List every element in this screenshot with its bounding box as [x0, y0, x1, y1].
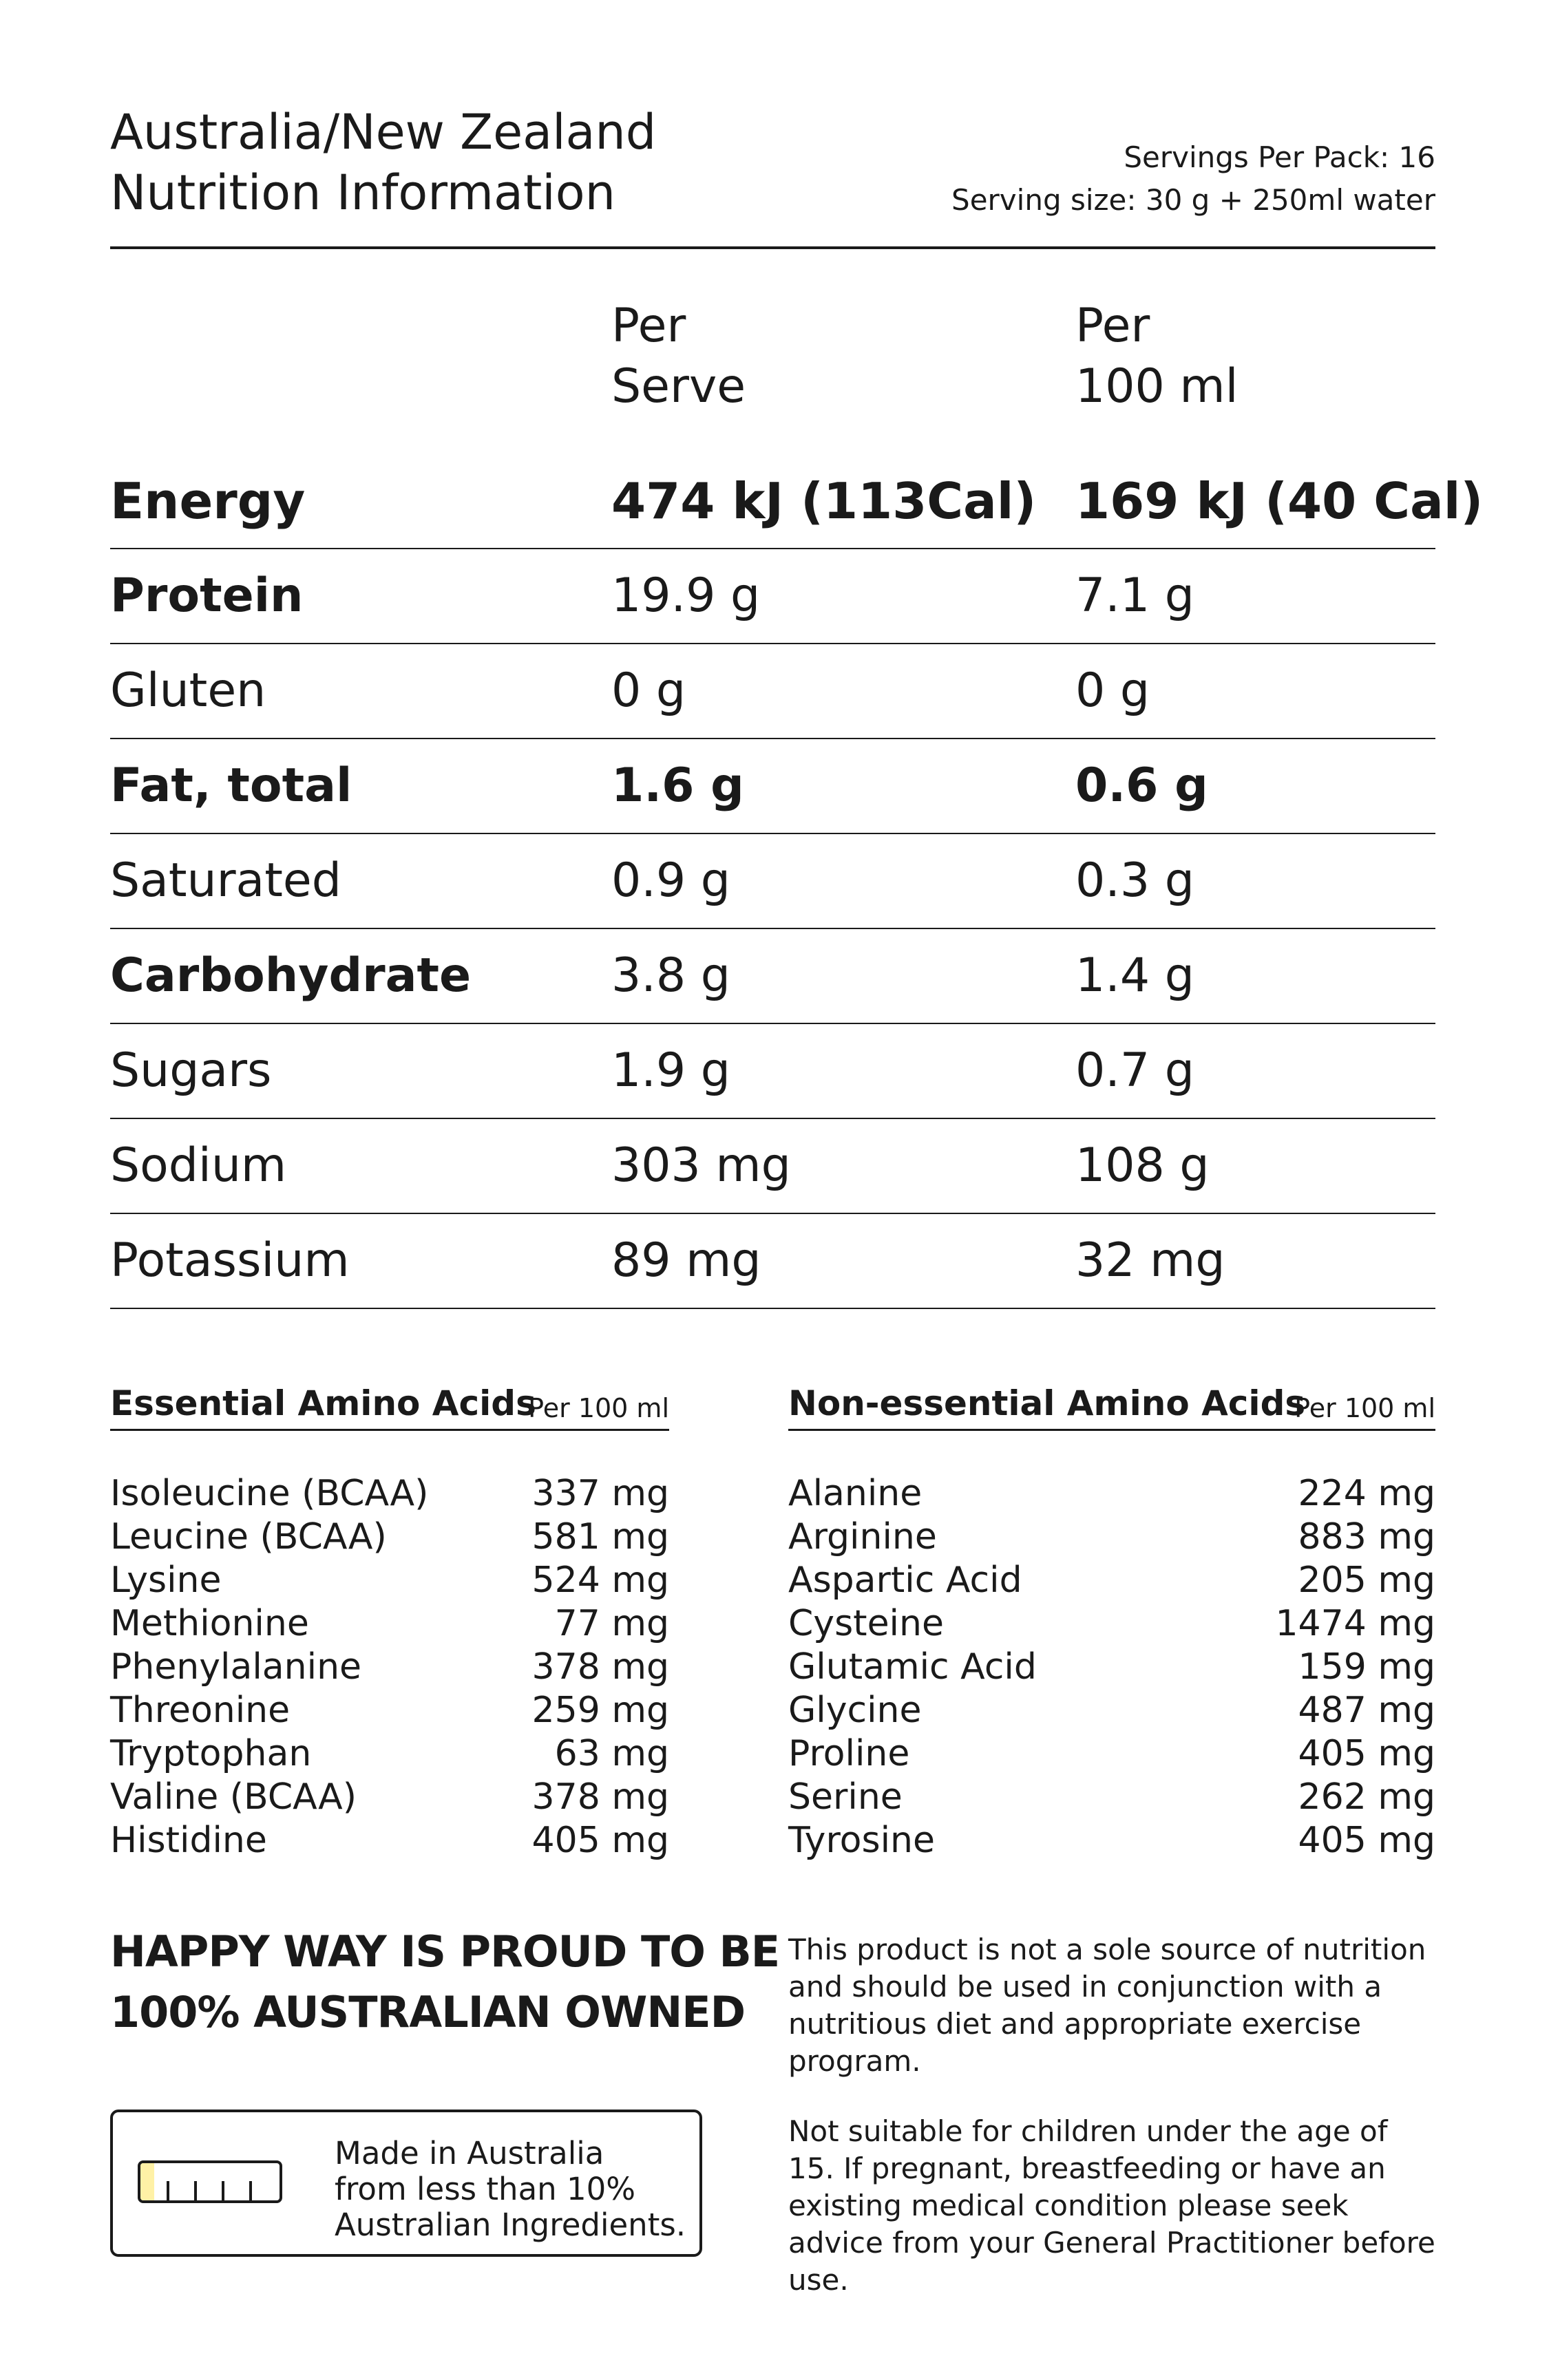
- per-100ml-heading-line-2: 100 ml: [1075, 359, 1239, 414]
- nutrient-per-serve: 0.9 g: [611, 853, 730, 908]
- made-in-line-2: from less than 10%: [335, 2171, 635, 2207]
- amino-name: Tryptophan: [110, 1733, 312, 1774]
- amino-value: 224 mg: [1298, 1473, 1435, 1514]
- amino-name: Cysteine: [788, 1603, 944, 1644]
- made-in-australia-box: [110, 2110, 702, 2257]
- servings-per-pack: Servings Per Pack: 16: [1124, 140, 1435, 174]
- amino-value: 524 mg: [531, 1560, 669, 1601]
- amino-name: Alanine: [788, 1473, 923, 1514]
- australian-ingredients-gauge: [138, 2160, 282, 2203]
- list-item: [788, 1819, 1435, 1862]
- nonessential-amino-list: [788, 1472, 1435, 1862]
- essential-amino-header: [110, 1385, 669, 1431]
- amino-value: 405 mg: [531, 1820, 669, 1861]
- gauge-tick: [194, 2181, 197, 2200]
- amino-name: Phenylalanine: [110, 1646, 362, 1688]
- list-item: [110, 1472, 669, 1516]
- amino-name: Leucine (BCAA): [110, 1516, 387, 1558]
- page-title: [110, 102, 656, 223]
- amino-value: 159 mg: [1298, 1646, 1435, 1688]
- nutrient-per-100ml: 0.7 g: [1075, 1043, 1194, 1098]
- nutrient-name: Protein: [110, 569, 304, 623]
- nutrient-per-100ml: 32 mg: [1075, 1233, 1225, 1288]
- list-item: [110, 1602, 669, 1646]
- essential-amino-heading: Essential Amino Acids: [110, 1383, 536, 1423]
- list-item: [788, 1559, 1435, 1602]
- amino-value: 487 mg: [1298, 1690, 1435, 1731]
- title-line-2: Nutrition Information: [110, 164, 615, 221]
- nutrient-per-100ml: 0.6 g: [1075, 758, 1208, 813]
- nutrient-per-serve: 19.9 g: [611, 569, 761, 623]
- header-divider: [110, 246, 1435, 249]
- amino-name: Isoleucine (BCAA): [110, 1473, 429, 1514]
- list-item: [110, 1732, 669, 1776]
- nutrition-row-sugars: [110, 1024, 1435, 1119]
- nutrition-row-saturated: [110, 834, 1435, 929]
- amino-value: 378 mg: [531, 1776, 669, 1818]
- nutrient-per-100ml: 7.1 g: [1075, 569, 1194, 623]
- suitability-note-line-2: If pregnant, breastfeeding or have an existing medical condition please seek advice from your General Practitioner before use.: [788, 2151, 1435, 2297]
- list-item: [110, 1819, 669, 1862]
- gauge-fill: [140, 2163, 154, 2200]
- nonessential-amino-header: [788, 1385, 1435, 1431]
- australian-owned-line-1: HAPPY WAY IS PROUD TO BE: [110, 1926, 780, 1977]
- amino-name: Tyrosine: [788, 1820, 935, 1861]
- amino-value: 262 mg: [1298, 1776, 1435, 1818]
- nutrient-per-100ml: 0.3 g: [1075, 853, 1194, 908]
- nutrient-per-serve: 1.6 g: [611, 758, 744, 813]
- made-in-australia-text: [335, 2136, 686, 2243]
- amino-value: 1474 mg: [1275, 1603, 1435, 1644]
- list-item: [788, 1776, 1435, 1819]
- amino-value: 259 mg: [531, 1690, 669, 1731]
- nutrient-name: Potassium: [110, 1233, 350, 1288]
- nutrition-row-protein: [110, 549, 1435, 644]
- essential-amino-list: [110, 1472, 669, 1862]
- amino-name: Arginine: [788, 1516, 937, 1558]
- gauge-tick: [222, 2181, 224, 2200]
- amino-name: Glutamic Acid: [788, 1646, 1037, 1688]
- made-in-line-3: Australian Ingredients.: [335, 2207, 686, 2243]
- nutrient-per-100ml: 169 kJ (40 Cal): [1075, 472, 1484, 530]
- nonessential-amino-unit: Per 100 ml: [1294, 1393, 1435, 1423]
- amino-value: 63 mg: [554, 1733, 669, 1774]
- amino-value: 581 mg: [531, 1516, 669, 1558]
- australian-owned-statement: [110, 1922, 779, 2043]
- nutrient-per-100ml: 0 g: [1075, 663, 1150, 718]
- gauge-tick: [249, 2181, 252, 2200]
- per-serve-heading-line-2: Serve: [611, 359, 746, 414]
- nutrient-name: Sugars: [110, 1043, 272, 1098]
- nutrient-name: Saturated: [110, 853, 341, 908]
- made-in-line-1: Made in Australia: [335, 2135, 604, 2171]
- list-item: [110, 1776, 669, 1819]
- amino-value: 405 mg: [1298, 1733, 1435, 1774]
- per-serve-heading-line-1: Per: [611, 299, 686, 353]
- nutrient-name: Sodium: [110, 1138, 287, 1193]
- list-item: [788, 1646, 1435, 1689]
- per-100ml-heading-line-1: Per: [1075, 299, 1150, 353]
- australian-owned-line-2: 100% AUSTRALIAN OWNED: [110, 1987, 746, 2037]
- nutrient-name: Carbohydrate: [110, 948, 472, 1003]
- per-serve-heading: [611, 296, 746, 417]
- nonessential-amino-acids: [788, 1385, 1435, 1862]
- nutrition-row-fat-total: [110, 739, 1435, 834]
- list-item: [788, 1732, 1435, 1776]
- amino-value: 337 mg: [531, 1473, 669, 1514]
- list-item: [110, 1559, 669, 1602]
- list-item: [788, 1472, 1435, 1516]
- amino-name: Glycine: [788, 1690, 922, 1731]
- suitability-note: [788, 2113, 1442, 2299]
- nutrient-per-100ml: 1.4 g: [1075, 948, 1194, 1003]
- gauge-tick: [167, 2181, 169, 2200]
- list-item: [788, 1516, 1435, 1559]
- list-item: [110, 1516, 669, 1559]
- nutrient-per-serve: 1.9 g: [611, 1043, 730, 1098]
- essential-amino-acids: [110, 1385, 669, 1862]
- nutrient-per-serve: 3.8 g: [611, 948, 730, 1003]
- amino-name: Valine (BCAA): [110, 1776, 357, 1818]
- serving-size: Serving size: 30 g + 250ml water: [951, 183, 1435, 217]
- list-item: [110, 1689, 669, 1732]
- amino-name: Threonine: [110, 1690, 291, 1731]
- amino-value: 77 mg: [554, 1603, 669, 1644]
- amino-name: Histidine: [110, 1820, 267, 1861]
- essential-amino-unit: Per 100 ml: [528, 1393, 669, 1423]
- disclaimer-notes: [788, 1931, 1442, 2336]
- amino-name: Lysine: [110, 1560, 222, 1601]
- nutrient-per-serve: 303 mg: [611, 1138, 791, 1193]
- amino-name: Proline: [788, 1733, 910, 1774]
- nutrient-name: Energy: [110, 472, 306, 530]
- serving-info: [951, 136, 1435, 222]
- amino-value: 405 mg: [1298, 1820, 1435, 1861]
- suitability-note-line-1: Not suitable for children under the age of 15.: [788, 2114, 1388, 2185]
- nutrition-row-gluten: [110, 644, 1435, 739]
- nutrition-row-sodium: [110, 1119, 1435, 1214]
- nutrient-name: Fat, total: [110, 758, 352, 813]
- per-100ml-heading: [1075, 296, 1239, 417]
- amino-value: 378 mg: [531, 1646, 669, 1688]
- list-item: [788, 1689, 1435, 1732]
- list-item: [788, 1602, 1435, 1646]
- nutrition-row-carbohydrate: [110, 929, 1435, 1024]
- nutrition-row-energy: [110, 454, 1484, 549]
- amino-value: 205 mg: [1298, 1560, 1435, 1601]
- amino-name: Aspartic Acid: [788, 1560, 1022, 1601]
- nutrient-per-serve: 474 kJ (113Cal): [611, 472, 1037, 530]
- nutrient-per-100ml: 108 g: [1075, 1138, 1210, 1193]
- amino-value: 883 mg: [1298, 1516, 1435, 1558]
- nutrient-per-serve: 0 g: [611, 663, 686, 718]
- nutrition-row-potassium: [110, 1214, 1435, 1309]
- list-item: [110, 1646, 669, 1689]
- nutrient-per-serve: 89 mg: [611, 1233, 761, 1288]
- sole-source-note: This product is not a sole source of nutrition and should be used in conjunction with a nutritious diet and appropriate exercise program.: [788, 1933, 1426, 2078]
- amino-name: Methionine: [110, 1603, 309, 1644]
- amino-name: Serine: [788, 1776, 903, 1818]
- title-line-1: Australia/New Zealand: [110, 104, 657, 160]
- nonessential-amino-heading: Non-essential Amino Acids: [788, 1383, 1306, 1423]
- nutrient-name: Gluten: [110, 663, 266, 718]
